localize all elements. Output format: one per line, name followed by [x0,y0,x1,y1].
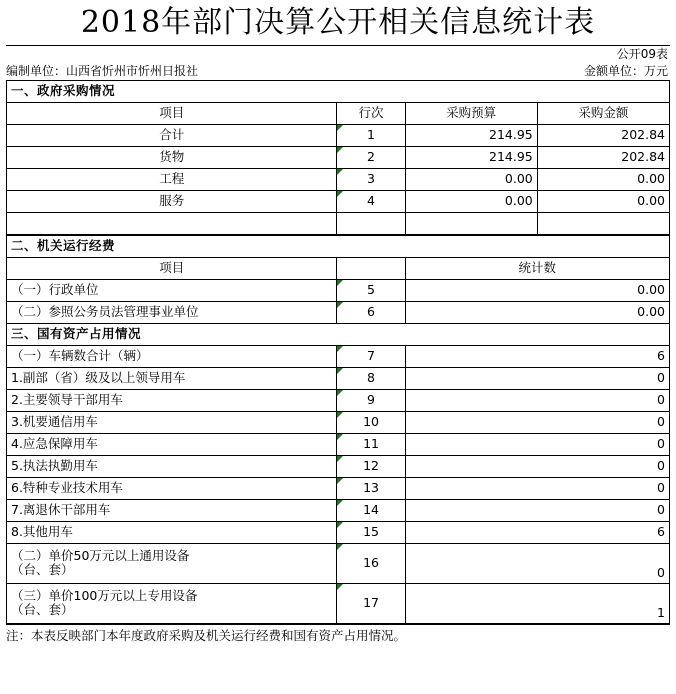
row-item: 1.副部（省）级及以上领导用车 [7,367,337,389]
amount-unit: 金额单位：万元 [583,63,668,78]
gap-cell [7,212,337,234]
row-value: 0 [405,411,669,433]
row-item: 2.主要领导干部用车 [7,389,337,411]
row-item: 工程 [7,168,337,190]
row-line: 2 [337,146,405,168]
table-row [7,499,670,521]
page-title: 2018年部门决算公开相关信息统计表 [80,5,596,40]
row-item: （二）参照公务员法管理事业单位 [7,301,337,323]
row-amount: 202.84 [537,146,669,168]
meta-blank-left [6,46,326,63]
header-amount: 采购金额 [537,102,669,124]
row-line: 14 [337,499,405,521]
table-row [7,190,670,212]
row-value: 0 [405,433,669,455]
row-line: 13 [337,477,405,499]
sheet-meta [6,46,670,80]
header-line [337,257,405,279]
section-gap [7,212,670,234]
row-item: 5.执法执勤用车 [7,455,337,477]
row-item: （一）车辆数合计（辆） [7,345,337,367]
section1-header-row [7,102,670,124]
header-item: 项目 [7,102,337,124]
header-item: 项目 [7,257,337,279]
row-budget: 214.95 [405,146,537,168]
row-line: 16 [337,543,405,583]
meta-blank-mid-2 [326,63,448,80]
table-row [7,521,670,543]
row-budget: 214.95 [405,124,537,146]
meta-blank-mid [326,46,448,63]
table-row [7,146,670,168]
row-line: 12 [337,455,405,477]
section2-header-row [7,257,670,279]
row-amount: 0.00 [537,168,669,190]
prepared-by: 编制单位：山西省忻州市忻州日报社 [6,63,199,78]
row-value: 6 [405,521,669,543]
row-item: 8.其他用车 [7,521,337,543]
table-row [7,301,670,323]
row-value: 0 [405,477,669,499]
row-amount: 0.00 [537,190,669,212]
row-amount: 202.84 [537,124,669,146]
section2-heading: 二、机关运行经费 [7,235,670,257]
section2-heading-row [7,235,670,257]
row-item: 6.特种专业技术用车 [7,477,337,499]
table-row [7,583,670,623]
table-row [7,168,670,190]
row-line: 6 [337,301,405,323]
row-value: 1 [405,583,669,623]
row-item: 合计 [7,124,337,146]
row-item: 货物 [7,146,337,168]
row-value: 0 [405,499,669,521]
row-item: （一）行政单位 [7,279,337,301]
row-item-line1: （三）单价100万元以上专用设备 [11,587,198,603]
row-item [7,543,337,583]
section1-heading-row [7,80,670,102]
section3-heading: 三、国有资产占用情况 [7,323,670,345]
table-row [7,124,670,146]
meta-row-unit [6,63,670,80]
table-row [7,543,670,583]
row-item-line1: （二）单价50万元以上通用设备 [11,547,190,563]
gap-cell [337,212,405,234]
header-line: 行次 [337,102,405,124]
row-line: 9 [337,389,405,411]
row-value: 0 [405,389,669,411]
table-row [7,411,670,433]
row-line: 7 [337,345,405,367]
row-line: 3 [337,168,405,190]
row-value: 6 [405,345,669,367]
meta-row-form-code [6,46,670,63]
row-item: 3.机要通信用车 [7,411,337,433]
row-line: 15 [337,521,405,543]
row-line: 17 [337,583,405,623]
table-row [7,367,670,389]
row-item: 服务 [7,190,337,212]
gap-cell [537,212,669,234]
section3-heading-row [7,323,670,345]
table-row [7,477,670,499]
table-row [7,433,670,455]
row-item-line2: （台、套） [11,602,74,617]
table-row [7,455,670,477]
section1-table [6,80,670,235]
row-item [7,583,337,623]
section1-heading: 一、政府采购情况 [7,80,670,102]
row-value: 0.00 [405,279,669,301]
form-code: 公开09表 [616,46,668,61]
row-line: 8 [337,367,405,389]
table-row [7,389,670,411]
header-budget: 采购预算 [405,102,537,124]
section2-table [6,235,670,624]
row-value: 0 [405,455,669,477]
table-row [7,279,670,301]
header-stat: 统计数 [405,257,669,279]
row-line: 1 [337,124,405,146]
row-value: 0 [405,543,669,583]
row-item-line2: （台、套） [11,562,74,577]
gap-cell [405,212,537,234]
row-line: 5 [337,279,405,301]
table-row [7,345,670,367]
row-budget: 0.00 [405,190,537,212]
row-budget: 0.00 [405,168,537,190]
row-value: 0.00 [405,301,669,323]
row-item: 4.应急保障用车 [7,433,337,455]
row-line: 10 [337,411,405,433]
row-line: 4 [337,190,405,212]
row-item: 7.离退休干部用车 [7,499,337,521]
footer-note: 注：本表反映部门本年度政府采购及机关运行经费和国有资产占用情况。 [6,624,670,645]
row-value: 0 [405,367,669,389]
row-line: 11 [337,433,405,455]
